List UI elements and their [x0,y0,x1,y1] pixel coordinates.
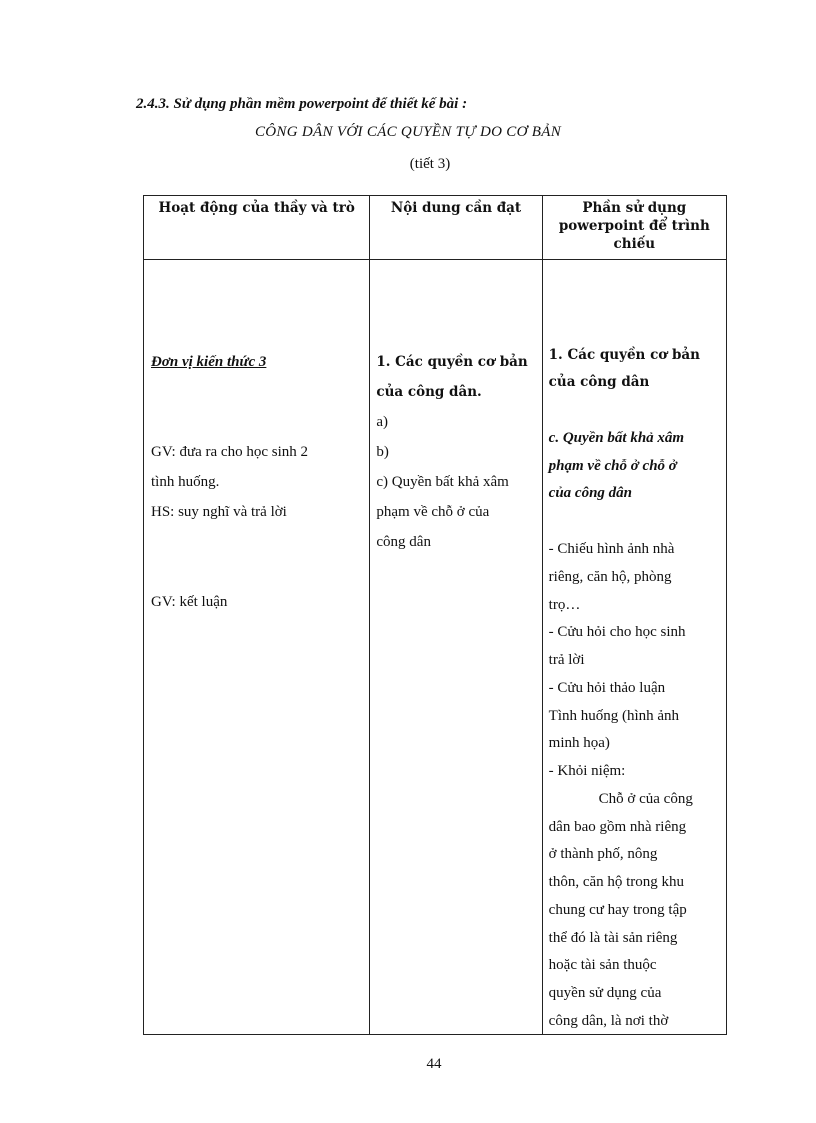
slide-subheading-end: của công dân [548,485,632,501]
content-heading-cont: của công dân. [376,384,482,400]
slide-note-line: hoặc tài sản thuộc [548,957,657,973]
lesson-subtitle: (tiết 3) [409,156,451,172]
slide-note-line: riêng, căn hộ, phòng [548,569,672,585]
slide-heading: 1. Các quyền cơ bản [548,347,700,363]
slide-note-line: thể đó là tài sản riêng [548,930,678,946]
teacher-conclusion: GV: kết luận [151,594,228,610]
lesson-plan-table [143,195,727,1035]
lesson-title: CÔNG DÂN VỚI CÁC QUYỀN TỰ DO CƠ BẢN [255,124,561,140]
slide-note-line: công dân, là nơi thờ [548,1013,669,1029]
section-heading: 2.4.3. Sử dụng phần mềm powerpoint để thiết kế bài : [136,96,468,112]
slide-note-line: minh họa) [548,735,610,751]
header-powerpoint-usage: Phần sử dụng powerpoint để trình chiếu [542,196,726,260]
table-body-row [144,260,727,1035]
slide-note-line: quyền sử dụng của [548,985,662,1001]
slide-note-line: trọ… [548,597,581,613]
unit-title: Đơn vị kiến thức 3 [151,354,267,370]
slide-heading-cont: của công dân [548,374,650,390]
teacher-step-1-cont: tình huống. [151,474,220,490]
slide-note-line: - Chiếu hình ảnh nhà [548,541,675,557]
slide-note-line: - Cửu hỏi cho học sinh [548,624,686,640]
powerpoint-cell [542,260,726,1035]
content-item-b: b) [376,444,389,460]
slide-note-line: dân bao gồm nhà riêng [548,819,687,835]
slide-note-line: - Khỏi niệm: [548,763,626,779]
header-teacher-student-activities: Hoạt động của thầy và trò [144,196,370,260]
content-heading: 1. Các quyền cơ bản [376,354,528,370]
slide-subheading-cont: phạm về chỗ ở chỗ ở [548,458,677,474]
content-item-c: c) Quyền bất khả xâm [376,474,509,490]
activities-cell [144,260,370,1035]
page-number: 44 [426,1056,442,1072]
header-content-to-achieve: Nội dung cần đạt [370,196,542,260]
slide-subheading: c. Quyền bất khả xâm [548,430,685,446]
content-cell [370,260,542,1035]
slide-note-line: ở thành phố, nông [548,846,658,862]
slide-note-line: Chỗ ở của công [598,791,693,807]
teacher-step-1: GV: đưa ra cho học sinh 2 [151,444,308,460]
slide-note-line: Tình huống (hình ảnh [548,708,680,724]
content-item-a: a) [376,414,389,430]
student-step: HS: suy nghĩ và trả lời [151,504,287,520]
slide-note-line: chung cư hay trong tập [548,902,687,918]
slide-note-line: trả lời [548,652,585,668]
slide-note-line: - Cửu hỏi thảo luận [548,680,666,696]
slide-note-line: thôn, căn hộ trong khu [548,874,685,890]
table-header-row [144,196,727,260]
content-item-c-cont: phạm về chỗ ở của [376,504,490,520]
content-item-c-end: công dân [376,534,431,550]
